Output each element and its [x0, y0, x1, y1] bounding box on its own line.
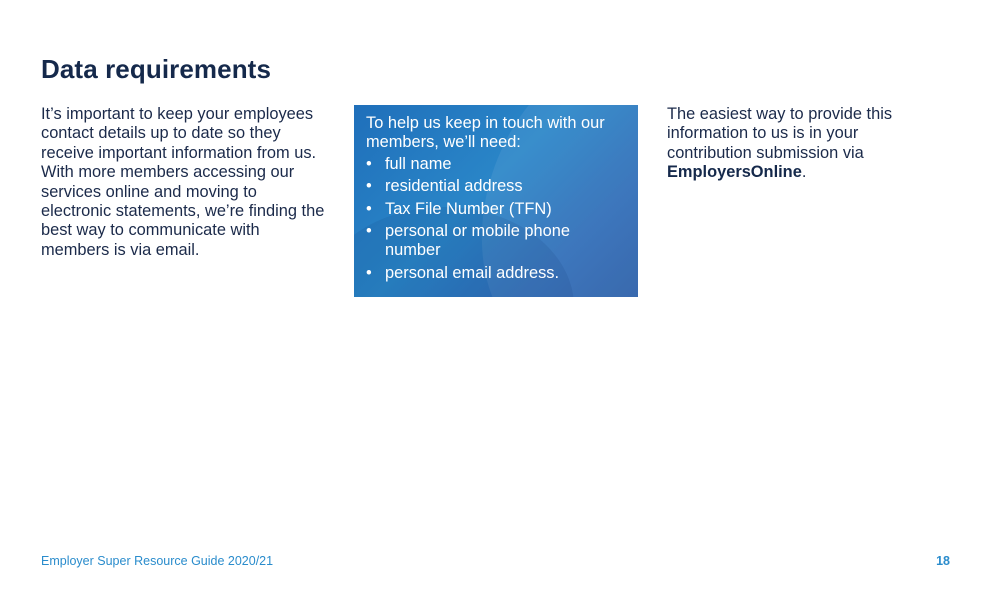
submission-text: The easiest way to provide this information to us is in your contribution submission via: [667, 105, 893, 162]
intro-paragraph: It’s important to keep your employees contact details up to date so they receive important information from us. With more members accessing our services online and moving to electronic statements, we’re finding the best way to communicate with members is via email.: [41, 105, 325, 259]
list-item-text: full name: [385, 154, 452, 173]
bullet-icon: •: [366, 222, 372, 241]
bullet-icon: •: [366, 154, 372, 173]
bullet-icon: •: [366, 177, 372, 196]
submission-paragraph: [667, 105, 937, 183]
callout-intro: To help us keep in touch with our members, we’ll need:: [366, 114, 605, 152]
list-item-text: residential address: [385, 177, 523, 196]
list-item: [366, 155, 626, 174]
list-item: [366, 177, 626, 196]
contact-details-callout: [354, 105, 638, 297]
footer-document-title: Employer Super Resource Guide 2020/21: [41, 554, 274, 568]
list-item: [366, 222, 626, 261]
list-item-text: personal or mobile phone number: [385, 222, 570, 260]
bullet-icon: •: [366, 199, 372, 218]
required-details-list: [366, 155, 626, 283]
page-title: Data requirements: [41, 54, 271, 84]
employersonline-link-text: EmployersOnline: [667, 163, 802, 182]
list-item-text: personal email address.: [385, 263, 560, 282]
list-item: [366, 264, 626, 283]
list-item: [366, 200, 626, 219]
list-item-text: Tax File Number (TFN): [385, 199, 552, 218]
bullet-icon: •: [366, 263, 372, 282]
page-number: 18: [936, 554, 950, 568]
submission-text-end: .: [801, 163, 807, 182]
